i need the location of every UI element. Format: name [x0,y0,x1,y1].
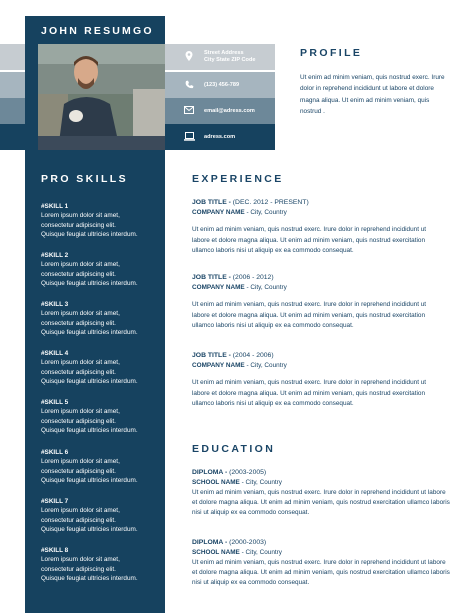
skill-label: #SKILL 2 [41,252,69,259]
job-dates: (2006 - 2012) [232,274,274,281]
profile-text: Ut enim ad minim veniam, quis nostrud exerc. Irure dolor in reprehend incididunt ut labore et dolore magna aliqua. Ut enim ad minim veniam, quis nostrud . [300,74,445,115]
skill-item [41,497,163,535]
job-dates: (2004 - 2006) [232,352,274,359]
school-name: SCHOOL NAME [192,479,240,486]
company-name: COMPANY NAME [192,209,245,216]
profile-photo [38,44,165,150]
skill-line: Lorem ipsum dolor sit amet, [41,261,120,269]
job-entry [192,351,442,410]
education-entry [192,538,452,588]
skill-item [41,300,163,338]
location-pin-icon [181,51,197,63]
envelope-icon [181,106,197,116]
skill-line: Lorem ipsum dolor sit amet, [41,310,120,318]
skill-label: #SKILL 1 [41,203,69,210]
skill-line: Quisque feugiat ultricies interdum. [41,575,138,583]
skill-item [41,251,163,289]
experience-heading: EXPERIENCE [192,173,284,185]
skill-line: consectetur adipiscing elit. [41,565,116,573]
job-dates: (DEC. 2012 - PRESENT) [232,199,309,206]
contact-address [165,44,275,70]
skill-line: Quisque feugiat ultricies interdum. [41,526,138,534]
skill-line: Lorem ipsum dolor sit amet, [41,359,120,367]
skill-line: Quisque feugiat ultricies interdum. [41,477,138,485]
skill-line: Lorem ipsum dolor sit amet, [41,556,120,564]
skill-item [41,398,163,436]
email-address: email@adress.com [204,107,255,114]
job-description: Ut enim ad minim veniam, quis nostrud exerc. Irure dolor in reprehend incididunt ut labore et dolore magna aliqua. Ut enim ad minim veniam, quis nostrud exercitation ullamco laboris nisi ut aliquip ex ea commodo consequat. [192,379,427,407]
company-name: COMPANY NAME [192,362,245,369]
skill-line: consectetur adipiscing elit. [41,516,116,524]
company-location: - City, Country [244,284,287,291]
skill-line: Quisque feugiat ultricies interdum. [41,280,138,288]
school-location: - City, Country [239,549,282,556]
skill-label: #SKILL 4 [41,350,69,357]
skill-line: Quisque feugiat ultricies interdum. [41,378,138,386]
diploma-title: DIPLOMA - [192,469,230,476]
skill-line: Lorem ipsum dolor sit amet, [41,458,120,466]
skill-line: Quisque feugiat ultricies interdum. [41,231,138,239]
skill-label: #SKILL 8 [41,547,69,554]
school-location: - City, Country [239,479,282,486]
education-entry [192,468,452,518]
skill-line: consectetur adipiscing elit. [41,319,116,327]
address-line-2: City State ZIP Code [204,57,256,63]
skill-item [41,349,163,387]
website-address: adress.com [204,133,236,140]
education-description: Ut enim ad minim veniam, quis nostrud exerc. Irure dolor in reprehend incididunt ut labore et dolore magna aliqua. Ut enim ad minim veniam, quis nostrud exercitation ullamco laboris nisi ut aliquip ex ea commodo consequat. [192,489,450,516]
skill-item [41,202,163,240]
skill-line: Lorem ipsum dolor sit amet, [41,408,120,416]
skill-line: Quisque feugiat ultricies interdum. [41,329,138,337]
laptop-icon [181,132,197,143]
job-description: Ut enim ad minim veniam, quis nostrud exerc. Irure dolor in reprehend incididunt ut labore et dolore magna aliqua. Ut enim ad minim veniam, quis nostrud exercitation ullamco laboris nisi ut aliquip ex ea commodo consequat. [192,301,427,329]
job-description: Ut enim ad minim veniam, quis nostrud exerc. Irure dolor in reprehend incididunt ut labore et dolore magna aliqua. Ut enim ad minim veniam, quis nostrud exercitation ullamco laboris nisi ut aliquip ex ea commodo consequat. [192,226,427,254]
skill-item [41,546,163,584]
skill-line: Quisque feugiat ultricies interdum. [41,427,138,435]
company-location: - City, Country [244,209,287,216]
education-heading: EDUCATION [192,443,276,455]
skill-line: consectetur adipiscing elit. [41,270,116,278]
skill-label: #SKILL 7 [41,498,69,505]
contact-phone [165,72,275,98]
skills-heading: PRO SKILLS [41,173,129,185]
skill-line: Lorem ipsum dolor sit amet, [41,212,120,220]
diploma-dates: (2000-2003) [229,539,267,546]
skill-line: consectetur adipiscing elit. [41,467,116,475]
contact-email [165,98,275,124]
job-entry [192,273,442,332]
skill-line: Lorem ipsum dolor sit amet, [41,507,120,515]
skill-line: consectetur adipiscing elit. [41,368,116,376]
company-location: - City, Country [244,362,287,369]
skill-line: consectetur adipiscing elit. [41,221,116,229]
company-name: COMPANY NAME [192,284,245,291]
contact-website [165,124,275,150]
skill-label: #SKILL 6 [41,449,69,456]
skill-item [41,448,163,486]
job-title: JOB TITLE - [192,199,233,206]
profile-photo-image [38,44,165,150]
job-entry [192,198,442,257]
skill-label: #SKILL 3 [41,301,69,308]
diploma-title: DIPLOMA - [192,539,230,546]
education-description: Ut enim ad minim veniam, quis nostrud exerc. Irure dolor in reprehend incididunt ut labore et dolore magna aliqua. Ut enim ad minim veniam, quis nostrud exercitation ullamco laboris nisi ut aliquip ex ea commodo consequat. [192,559,450,586]
skill-line: consectetur adipiscing elit. [41,417,116,425]
school-name: SCHOOL NAME [192,549,240,556]
resume-name: JOHN RESUMGO [41,25,154,37]
job-title: JOB TITLE - [192,274,233,281]
phone-number: (123) 456-789 [204,81,240,88]
skill-label: #SKILL 5 [41,399,69,406]
job-title: JOB TITLE - [192,352,233,359]
diploma-dates: (2003-2005) [229,469,267,476]
address-line-1: Street Address [204,50,244,56]
profile-heading: PROFILE [300,47,363,59]
phone-icon [181,80,197,91]
